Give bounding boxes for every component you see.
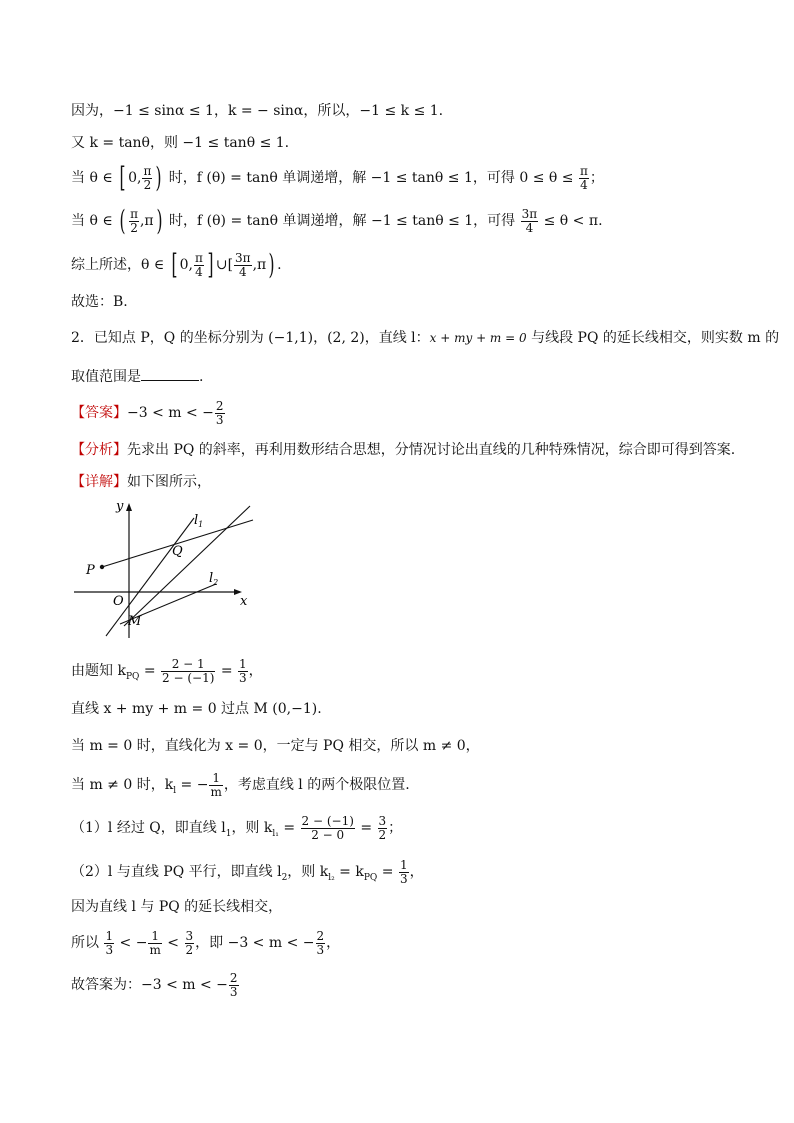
- text-span: 当 m = 0 时，直线化为 x = 0，一定与 PQ 相交，所以 m ≠ 0，: [71, 738, 480, 754]
- text-span: ，考虑直线 l 的两个极限位置.: [223, 777, 410, 794]
- denominator: 4: [195, 264, 203, 279]
- text-line: [71, 658, 263, 684]
- bracket: ): [156, 204, 163, 237]
- text-line: [71, 702, 322, 716]
- fraction: [209, 772, 222, 798]
- text-span: ，则 k: [231, 820, 273, 837]
- fraction: [316, 930, 326, 956]
- denominator: m: [210, 784, 222, 799]
- numerator: 2: [229, 971, 238, 985]
- fraction: [378, 815, 388, 841]
- fraction: [194, 252, 204, 278]
- numerator: 3π: [235, 250, 251, 265]
- answer-line: [71, 400, 226, 426]
- fraction: [234, 252, 252, 278]
- text-span: 所以: [71, 935, 104, 952]
- fraction: [185, 930, 195, 956]
- text-line: [71, 295, 128, 309]
- text-span: 直线 x + my + m = 0 过点 M (0,−1).: [71, 701, 322, 717]
- interval-text: [: [227, 257, 234, 273]
- denominator: 3: [215, 412, 224, 427]
- text-line: 综上所述，θ ∈ [ 0, $\frac{\pi}{4}$ ] ∪[ $\frac{3\pi}{4}$ ,π) .: [71, 248, 282, 281]
- numerator: 2: [316, 929, 325, 943]
- answer-blank: [141, 368, 199, 381]
- text-line: [71, 104, 443, 118]
- text-span: 又 k = tanθ，则 −1 ≤ tanθ ≤ 1.: [71, 135, 290, 151]
- text-span: 取值范围是: [71, 369, 141, 385]
- fraction: [579, 165, 589, 191]
- denominator: 2: [185, 942, 194, 957]
- text-line: [71, 739, 480, 753]
- y-axis-arrow: [126, 503, 132, 511]
- text-span: 与线段 PQ 的延长线相交，则实数 m 的: [526, 330, 780, 346]
- bracket: [: [171, 248, 178, 281]
- label-q: Q: [172, 544, 183, 559]
- subscript: l₂: [328, 872, 335, 883]
- text-span: =: [377, 864, 398, 881]
- denominator: m: [149, 942, 161, 957]
- text-span: ，即 −3 < m < −: [195, 935, 315, 952]
- point-p: [100, 565, 104, 569]
- subscript: 1: [225, 828, 232, 839]
- text-span: =: [355, 820, 377, 837]
- text-span: −3 < m < −: [127, 405, 214, 422]
- text-span: 2．已知点 P，Q 的坐标分别为 (−1,1)，(2, 2)，直线 l：: [71, 330, 430, 346]
- denominator: 2 − (−1): [162, 670, 215, 685]
- text-line: [71, 161, 604, 194]
- text-span: = −: [176, 777, 209, 794]
- denominator: 3: [399, 871, 408, 886]
- fraction: [129, 208, 139, 234]
- bracket: [: [119, 161, 126, 194]
- text-span: 故答案为：−3 < m < −: [71, 977, 228, 994]
- bracket: ]: [207, 248, 214, 281]
- fraction: [142, 165, 152, 191]
- label-m: M: [128, 614, 142, 629]
- line-extra: [124, 506, 250, 626]
- label-l2: [209, 571, 218, 587]
- detail-line: [71, 475, 211, 489]
- fraction: [104, 930, 114, 956]
- numerator: π: [195, 250, 203, 265]
- fraction: [301, 815, 355, 841]
- denominator: 4: [525, 220, 534, 235]
- question-line: [71, 331, 779, 345]
- numerator: π: [143, 163, 152, 178]
- fraction: [399, 859, 409, 885]
- label-l2-main: l: [209, 571, 214, 586]
- interval-text: ,π: [252, 257, 267, 273]
- numerator: 1: [148, 930, 161, 944]
- numerator: 1: [239, 657, 247, 671]
- fraction: [148, 930, 161, 956]
- text-line: [71, 204, 603, 237]
- text-span: ，: [326, 935, 341, 952]
- denominator: 3: [239, 670, 247, 685]
- numerator: 3π: [521, 206, 538, 221]
- question-line: 取值范围是 .: [71, 369, 204, 385]
- text-line: [71, 772, 410, 798]
- text-line: [71, 972, 240, 998]
- text-span: 如下图所示，: [127, 474, 211, 490]
- text-line: [71, 815, 402, 841]
- numerator: 1: [105, 929, 114, 943]
- fraction: [161, 658, 215, 684]
- label-l1-main: l: [194, 513, 199, 528]
- numerator: 1: [209, 772, 222, 786]
- text-span: < −: [115, 935, 148, 952]
- label-l2-sub: 2: [213, 578, 219, 587]
- interval-text: 0,: [128, 170, 142, 186]
- denominator: 2: [378, 827, 387, 842]
- denominator: 4: [580, 177, 588, 192]
- bracket: ): [155, 161, 162, 194]
- text-span: ，: [409, 864, 424, 881]
- fraction: [229, 972, 239, 998]
- analysis-tag: 【分析】: [71, 442, 127, 458]
- text-span: =: [139, 663, 161, 680]
- denominator: 3: [105, 942, 114, 957]
- text-line: [71, 859, 424, 885]
- text-span: 由题知 k: [71, 663, 126, 680]
- text-span: 综上所述，θ ∈: [71, 257, 169, 273]
- numerator: 1: [399, 858, 408, 872]
- numerator: 2 − (−1): [301, 814, 354, 828]
- bracket: ): [268, 248, 275, 281]
- label-l1: [194, 513, 203, 529]
- text-line: [71, 136, 289, 150]
- subscript: l₁: [272, 828, 279, 839]
- numerator: 2: [215, 399, 224, 413]
- text-span: =: [278, 820, 300, 837]
- text-span: = k: [334, 864, 364, 881]
- text-span: 先求出 PQ 的斜率，再利用数形结合思想，分情况讨论出直线的几种特殊情况，综合即可得到答案.: [127, 442, 736, 458]
- text-span: 当 θ ∈: [71, 170, 118, 186]
- fraction: [238, 658, 248, 684]
- text-line: [71, 900, 282, 914]
- text-span: （2）l 与直线 PQ 平行，即直线 l: [71, 864, 282, 881]
- text-line: [71, 930, 340, 956]
- denominator: 3: [316, 942, 325, 957]
- text-span: 时，f (θ) = tanθ 单调递增，解 −1 ≤ tanθ ≤ 1，可得: [164, 213, 520, 229]
- text-span: ，则 k: [287, 864, 329, 881]
- numerator: 3: [185, 929, 194, 943]
- numerator: 2 − 1: [161, 658, 215, 672]
- answer-tag: 【答案】: [71, 405, 127, 422]
- text-span: 因为，−1 ≤ sinα ≤ 1，k = − sinα，所以，−1 ≤ k ≤ 1.: [71, 103, 444, 119]
- interval-text: 0,: [179, 257, 193, 273]
- text-span: ，: [248, 663, 263, 680]
- text-span: 时，f (θ) = tanθ 单调递增，解 −1 ≤ tanθ ≤ 1，可得 0 ≤ θ ≤: [164, 170, 578, 186]
- denominator: 2: [143, 177, 152, 192]
- numerator: π: [130, 206, 138, 221]
- numerator: π: [579, 163, 588, 178]
- text-span: <: [162, 935, 184, 952]
- label-o: O: [113, 594, 124, 609]
- subscript: PQ: [125, 671, 140, 682]
- denominator: 4: [238, 264, 247, 279]
- geometry-figure: [70, 496, 260, 644]
- denominator: 2 − 0: [311, 827, 345, 842]
- fraction: [521, 208, 539, 234]
- text-span: ≤ θ < π.: [539, 213, 603, 229]
- label-y: y: [116, 499, 124, 514]
- text-span: ∪: [215, 257, 228, 273]
- denominator: 3: [229, 984, 238, 999]
- bracket: (: [119, 204, 126, 237]
- text-span: 当 m ≠ 0 时，k: [71, 777, 174, 794]
- fraction: [215, 400, 225, 426]
- line-l1: [106, 518, 194, 636]
- interval-text: ,π: [139, 213, 154, 229]
- text-span: 当 θ ∈: [71, 213, 118, 229]
- subscript: l: [173, 785, 177, 796]
- detail-tag: 【详解】: [71, 474, 127, 490]
- text-span: =: [216, 663, 238, 680]
- subscript: PQ: [363, 872, 378, 883]
- equation: x + my + m = 0: [429, 331, 527, 345]
- label-l1-sub: 1: [198, 520, 204, 529]
- text-span: ；: [388, 820, 403, 837]
- text-span: 故选：B.: [71, 294, 128, 310]
- text-span: 因为直线 l 与 PQ 的延长线相交，: [71, 899, 283, 915]
- subscript: 2: [281, 872, 288, 883]
- text-span: ；: [589, 170, 604, 186]
- label-p: P: [86, 563, 95, 578]
- denominator: 2: [130, 220, 138, 235]
- text-span: （1）l 经过 Q，即直线 l: [71, 820, 226, 837]
- label-x: x: [240, 594, 248, 609]
- numerator: 3: [378, 814, 387, 828]
- analysis-line: [71, 443, 735, 457]
